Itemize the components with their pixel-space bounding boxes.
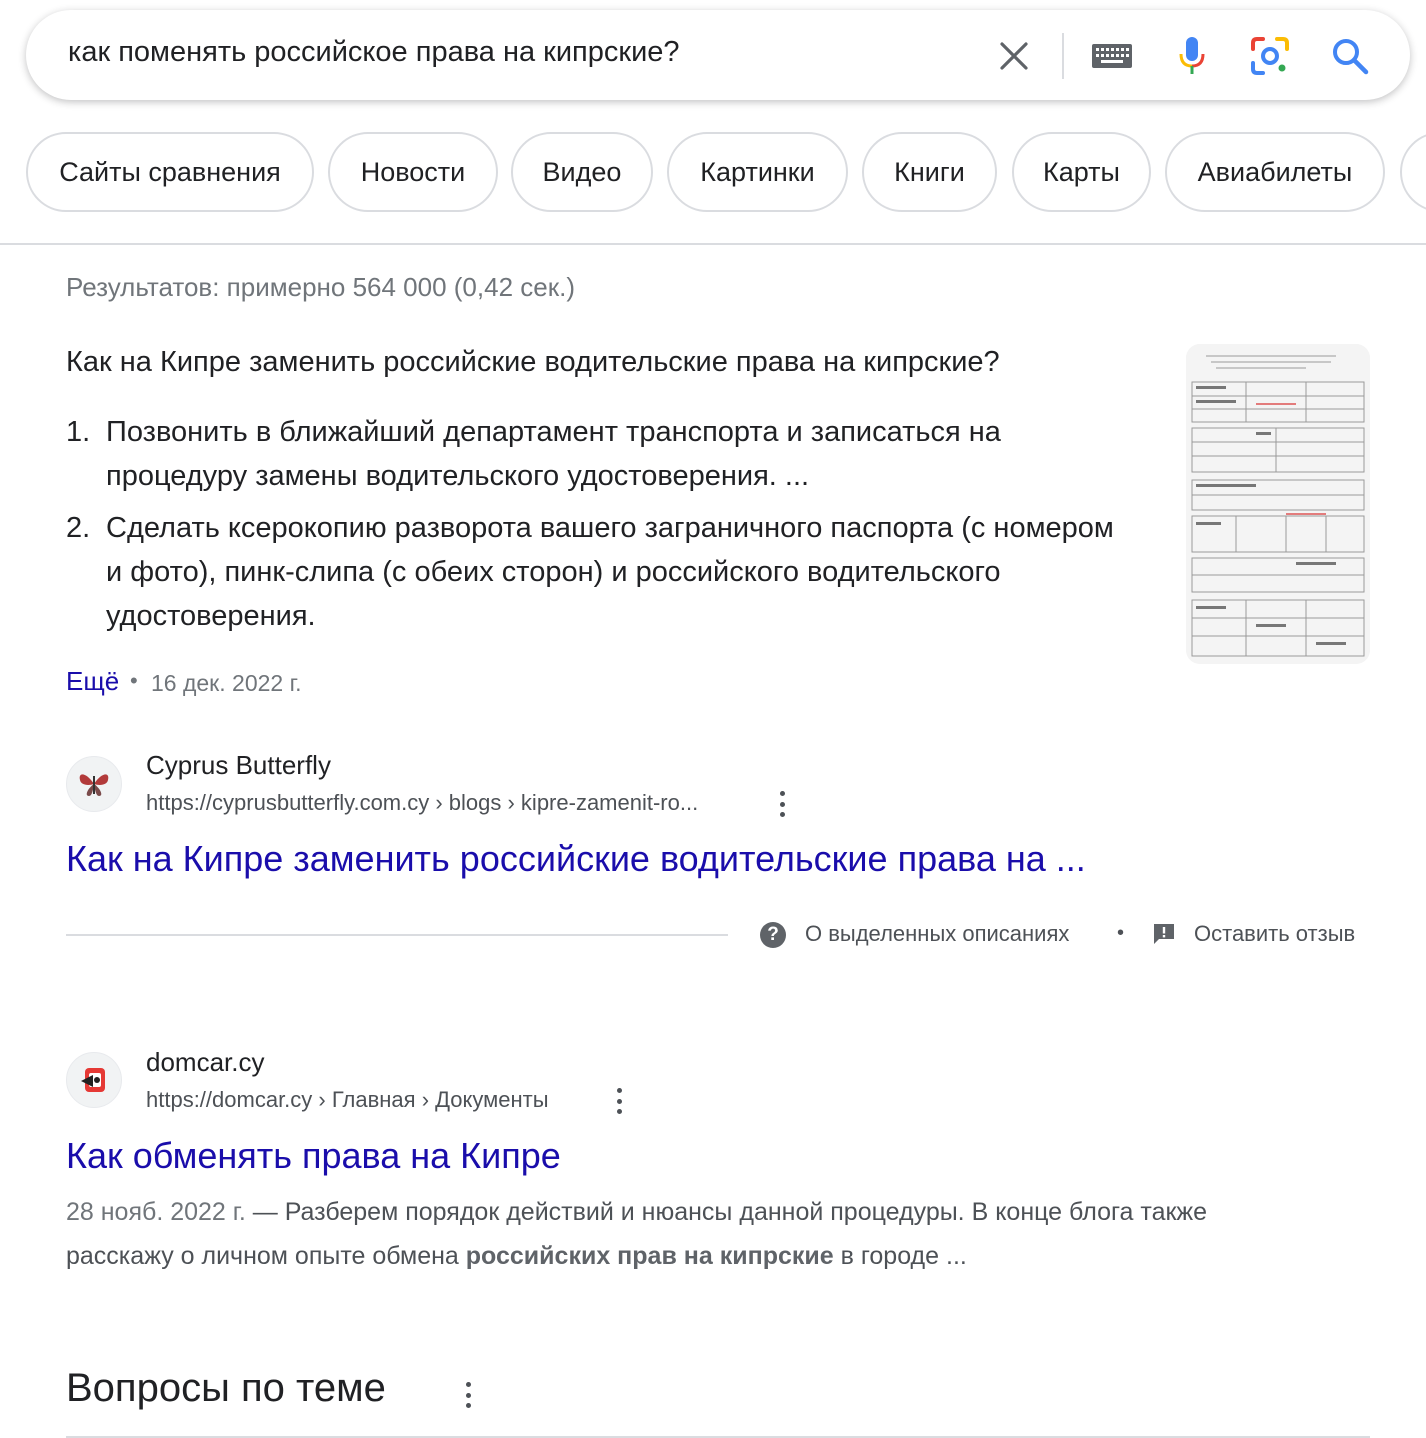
people-also-ask-title: Вопросы по теме	[66, 1366, 386, 1410]
lens-icon[interactable]	[1250, 36, 1290, 76]
result2-more-options-icon[interactable]	[609, 1086, 629, 1116]
chip-maps[interactable]: Карты	[1012, 132, 1151, 212]
chip-comparison-sites[interactable]: Сайты сравнения	[26, 132, 314, 212]
chip-flights[interactable]: Авиабилеты	[1165, 132, 1385, 212]
about-featured-snippets-link[interactable]: О выделенных описаниях	[805, 921, 1070, 946]
close-icon[interactable]	[994, 36, 1034, 76]
search-input[interactable]: как поменять российское права на кипрские?	[68, 36, 680, 68]
people-also-ask-more-options-icon[interactable]	[458, 1380, 478, 1410]
result1-site-name[interactable]: Cyprus Butterfly	[146, 750, 331, 780]
more-link[interactable]: Ещё	[66, 666, 120, 696]
search-divider	[1062, 33, 1064, 79]
chip-books[interactable]: Книги	[862, 132, 997, 212]
search-icon[interactable]	[1330, 36, 1370, 76]
result1-more-options-icon[interactable]	[772, 789, 792, 819]
result-stats: Результатов: примерно 564 000 (0,42 сек.)	[66, 272, 575, 302]
result2-url[interactable]: https://domcar.cy › Главная › Документы	[146, 1087, 549, 1112]
result2-title-link[interactable]: Как обменять права на Кипре	[66, 1135, 561, 1176]
chip-news[interactable]: Новости	[328, 132, 498, 212]
chip-more[interactable]	[1400, 132, 1426, 212]
feedback-icon[interactable]	[1152, 922, 1176, 946]
chip-video[interactable]: Видео	[511, 132, 653, 212]
mic-icon[interactable]	[1172, 36, 1212, 76]
feedback-divider	[66, 934, 728, 936]
result2-snippet: 28 нояб. 2022 г. — Разберем порядок действий и нюансы данной процедуры. В конце блога также расскажу о личном опыте обмена российских прав на кипрские в городе ...	[66, 1198, 1208, 1270]
list-item: 2. Сделать ксерокопию разворота вашего заграничного паспорта (с номером и фото), пинк-слипа (с обеих сторон) и российского водительского удостоверения.	[66, 512, 1114, 632]
list-item: 1. Позвонить в ближайший департамент транспорта и записаться на процедуру замены водительского удостоверения. ...	[66, 416, 1001, 492]
help-icon[interactable]: ?	[760, 922, 786, 948]
result1-url[interactable]: https://cyprusbutterfly.com.cy › blogs › kipre-zamenit-ro...	[146, 790, 699, 815]
separator-dot: •	[1117, 922, 1125, 944]
search-box[interactable]	[26, 10, 1410, 100]
filter-chips	[26, 132, 1426, 212]
chip-images[interactable]: Картинки	[667, 132, 848, 212]
result2-site-name[interactable]: domcar.cy	[146, 1047, 265, 1077]
featured-snippet-date: 16 дек. 2022 г.	[151, 670, 302, 696]
domcar-favicon-icon[interactable]	[66, 1052, 122, 1108]
featured-snippet-heading: Как на Кипре заменить российские водительские права на кипрские?	[66, 346, 1000, 378]
featured-snippet-list	[66, 410, 1126, 646]
butterfly-favicon-icon[interactable]	[66, 756, 122, 812]
separator-dot: •	[130, 668, 138, 693]
header-divider	[0, 243, 1426, 245]
result1-title-link[interactable]: Как на Кипре заменить российские водительские права на ...	[66, 838, 1086, 879]
leave-feedback-link[interactable]: Оставить отзыв	[1194, 921, 1356, 946]
featured-snippet-thumbnail[interactable]	[1186, 344, 1370, 664]
keyboard-icon[interactable]	[1090, 36, 1134, 76]
